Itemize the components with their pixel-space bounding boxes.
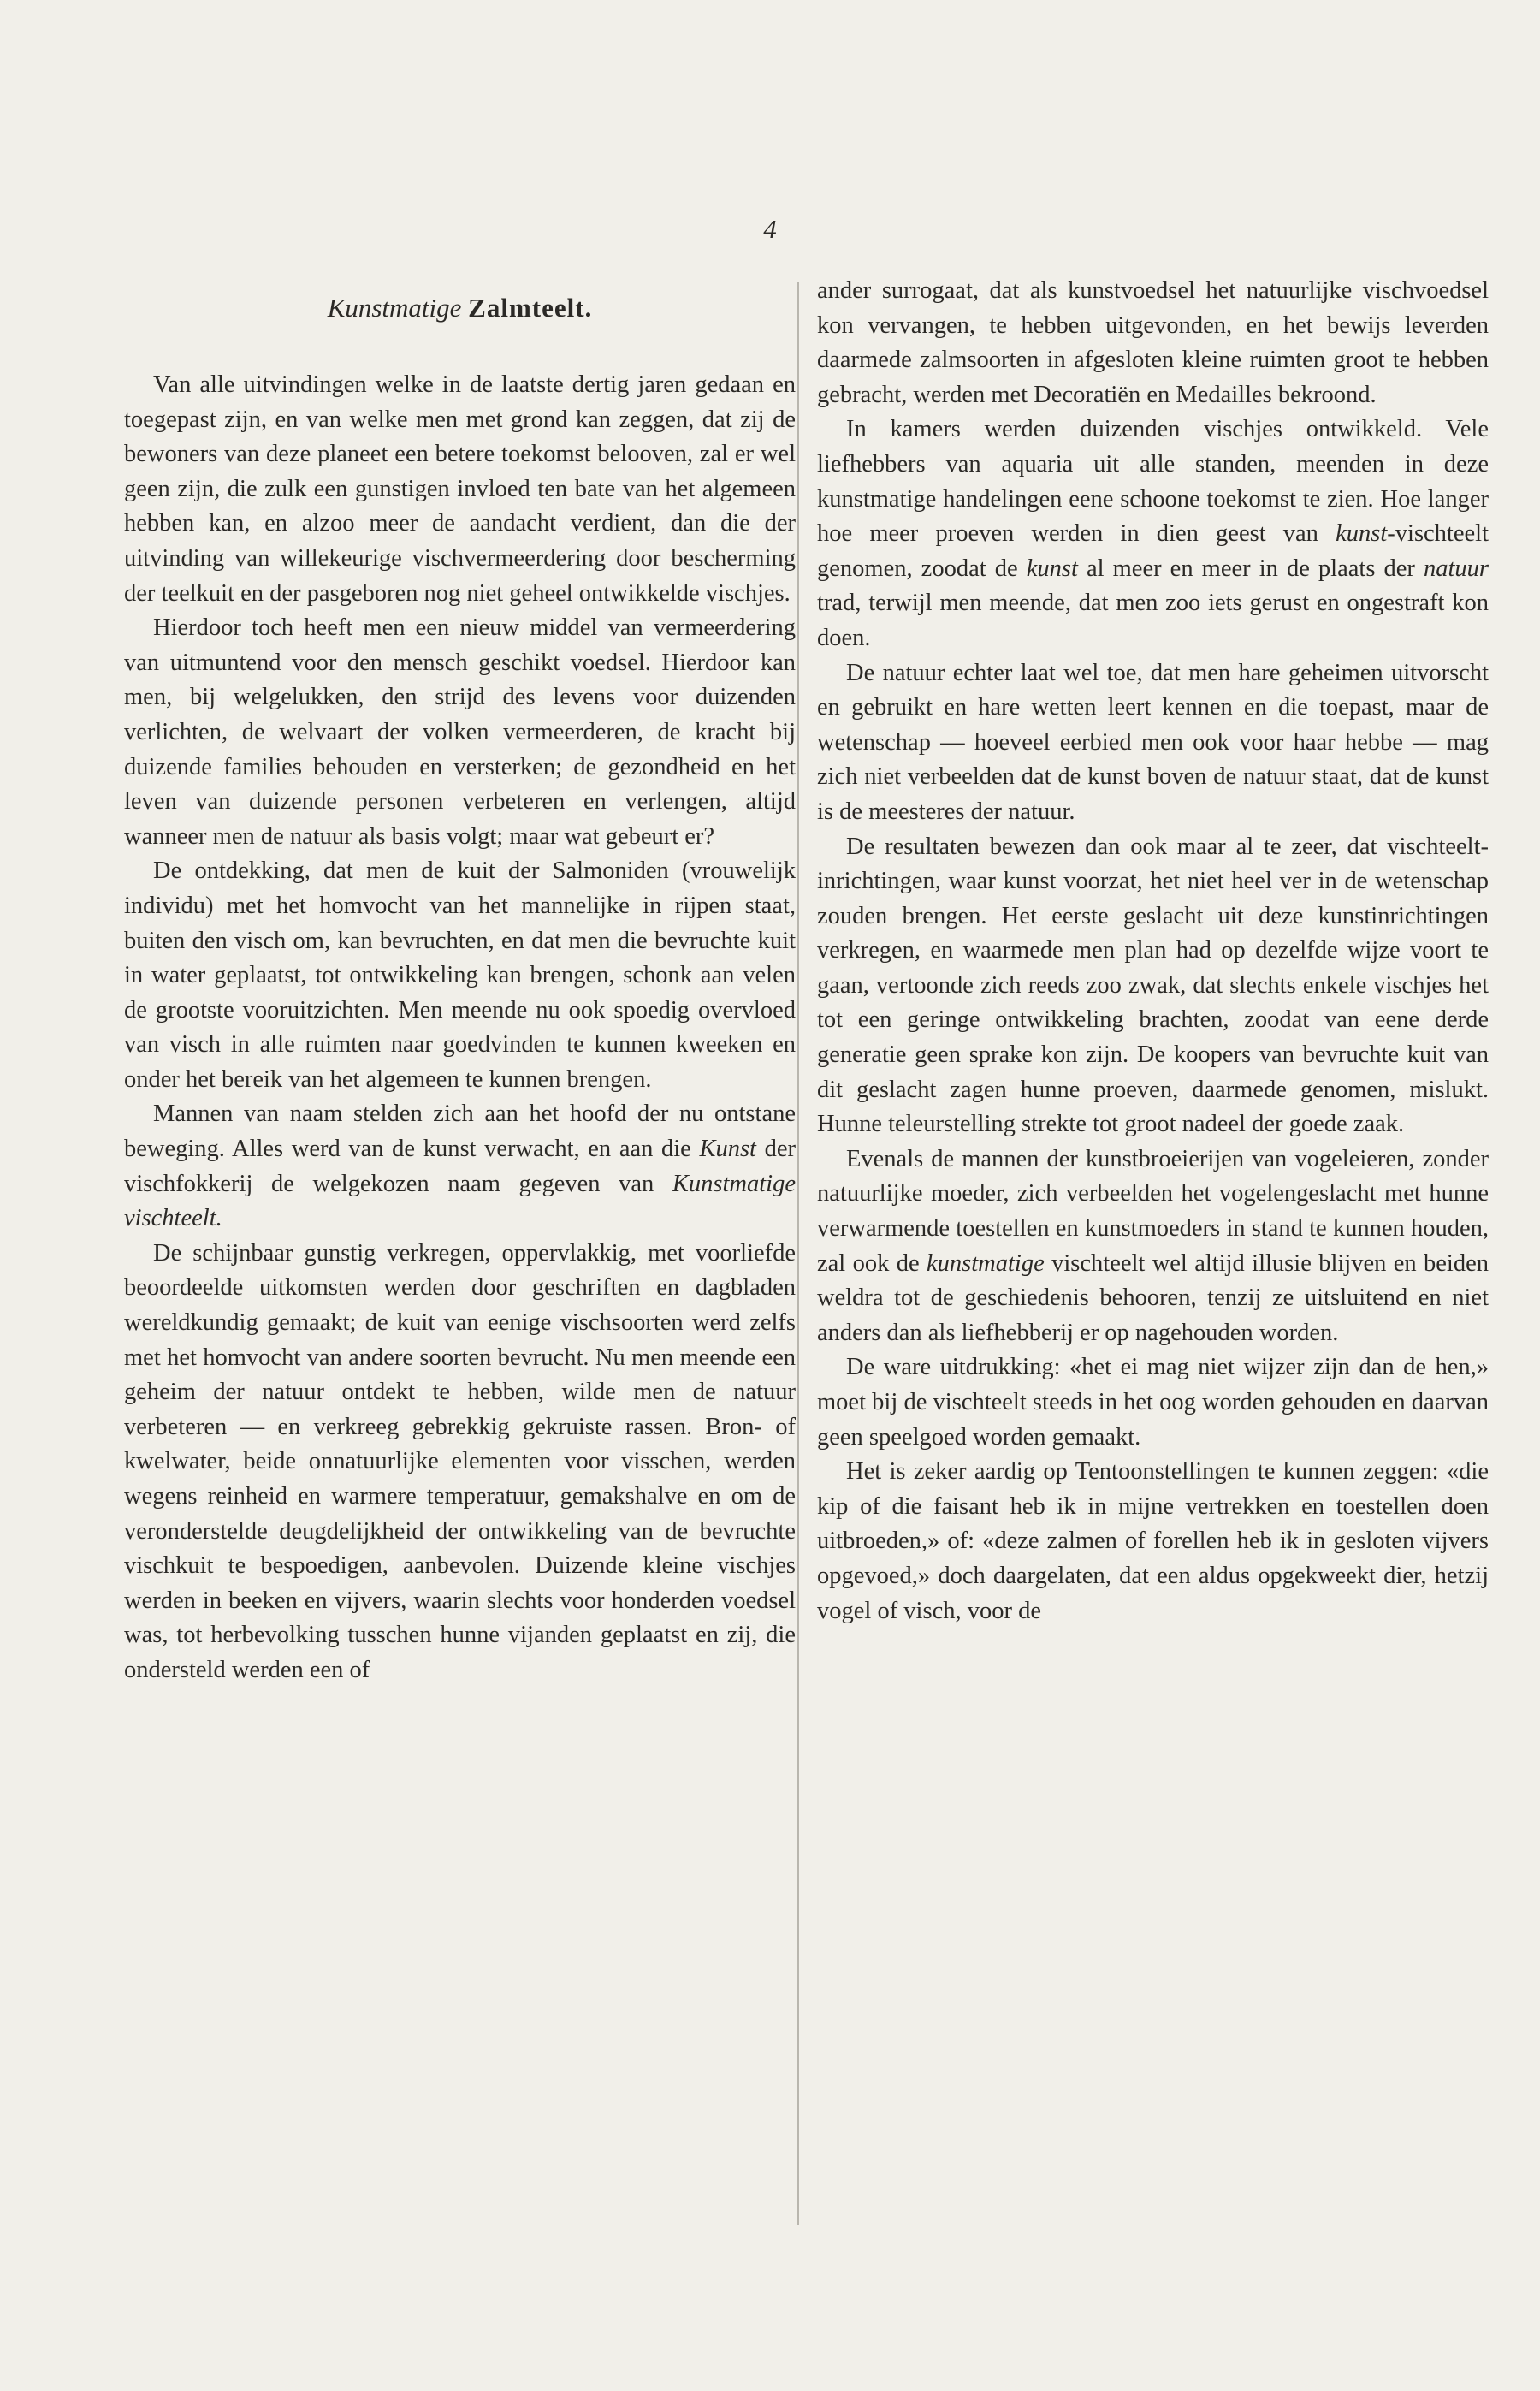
paragraph: De natuur echter laat wel toe, dat men hare geheimen uitvorscht en gebruikt en hare wetten leert kennen en die toepast, maar de wetenschap — hoeveel eerbied men ook voor haar hebbe — mag zich niet verbeelden dat de kunst boven de natuur staat, dat de kunst is de meesteres der natuur. (817, 659, 1489, 825)
paragraph: De schijnbaar gunstig verkregen, oppervlakkig, met voorliefde beoordeelde uitkomsten werden door geschriften en dagbladen wereldkundig gemaakt; de kuit van eenige vischsoorten werd zelfs met het homvocht van andere soorten bevrucht. Nu men meende een geheim der natuur ontdekt te hebben, wilde men de natuur verbeteren — en verkreeg gebrekkig gekruiste rassen. Bron- of kwelwater, beide onnatuurlijke elementen voor visschen, werden wegens reinheid en warmere temperatuur, gemakshalve en om de veronderstelde deugdelijkheid der ontwikkeling van de bevruchte vischkuit te bespoedigen, aanbevolen. Duizende kleine vischjes werden in beeken en vijvers, waarin slechts voor honderden voedsel was, tot herbevolking tusschen hunne vijanden geplaatst en zij, die ondersteld werden een of (124, 1239, 796, 1683)
paragraph (817, 412, 1489, 656)
left-column (124, 291, 796, 1688)
paragraph-text: al meer en meer in de plaats der (1077, 555, 1424, 582)
article-title-italic: Kunstmatige (327, 293, 462, 323)
italic-text: kunst (1336, 520, 1388, 548)
paragraph-continued: ander surrogaat, dat als kunstvoedsel het natuurlijke vischvoedsel kon vervangen, te hebben uitgevonden, en het bewijs leverden daarmede zalmsoorten in afgesloten kleine ruimten groot te hebben gebracht, werden met Decoratiën en Medailles bekroond. (817, 277, 1489, 408)
paragraph (817, 1142, 1489, 1351)
italic-text: kunstmatige (927, 1249, 1045, 1277)
column-divider (797, 282, 799, 2225)
paragraph: De ware uitdrukking: «het ei mag niet wijzer zijn dan de hen,» moet bij de vischteelt steeds in het oog worden gehouden en daarvan geen speelgoed worden gemaakt. (817, 1354, 1489, 1451)
paragraph-text: Evenals de mannen der kunstbroeierijen van vogeleieren, zonder natuurlijke moeder, zich verbeelden het vogelengeslacht met hunne verwarmende toestellen en kunstmoeders in stand te kunnen houden, zal ook de (817, 1145, 1489, 1277)
page-number: 4 (763, 214, 777, 244)
paragraph-text: Mannen van naam stelden zich aan het hoofd der nu ontstane beweging. Alles werd van de kunst verwacht, en aan die (124, 1101, 796, 1163)
article-title (124, 291, 796, 325)
paragraph-text: In kamers werden duizenden vischjes ontwikkeld. Vele liefhebbers van aquaria uit alle standen, meenden in deze kunstmatige handelingen eene schoone toekomst te zien. Hoe langer hoe meer proeven werden in dien geest van (817, 416, 1489, 548)
paragraph-text: vischteelt wel altijd illusie blijven en beiden weldra tot de geschiedenis behooren, tenzij ze uitsluitend en niet anders dan als liefhebberij er op nagehouden worden. (817, 1249, 1489, 1346)
article-title-bold: Zalmteelt. (468, 293, 593, 323)
italic-text: natuur (1423, 555, 1489, 582)
paragraph-text: trad, terwijl men meende, dat men zoo iets gerust en ongestraft kon doen. (817, 590, 1489, 651)
paragraph: De resultaten bewezen dan ook maar al te zeer, dat vischteelt-inrichtingen, waar kunst voorzat, het niet heel ver in de wetenschap zouden brengen. Het eerste geslacht uit deze kunstinrichtingen verkregen, en waarmede men plan had op dezelfde wijze voort te gaan, vertoonde zich reeds zoo zwak, dat slechts enkele vischjes het tot een geringe ontwikkeling brachten, zoodat van eene derde generatie geen sprake kon zijn. De koopers van bevruchte kuit van dit geslacht zagen hunne proeven, daarmede genomen, mislukt. Hunne teleurstelling strekte tot groot nadeel der goede zaak. (817, 833, 1489, 1138)
paragraph: Het is zeker aardig op Tentoonstellingen te kunnen zeggen: «die kip of die faisant heb ik in mijne vertrekken en toestellen doen uitbroeden,» of: «deze zalmen of forellen heb ik in gesloten vijvers opgevoed,» doch daargelaten, dat een aldus opgekweekt dier, hetzij vogel of visch, voor de (817, 1458, 1489, 1624)
paragraph: De ontdekking, dat men de kuit der Salmoniden (vrouwelijk individu) met het homvocht van het mannelijke in rijpen staat, buiten den visch om, kan bevruchten, en dat men die bevruchte kuit in water geplaatst, tot ontwikkeling kan brengen, schonk aan velen de grootste vooruitzichten. Men meende nu ook spoedig overvloed van visch in alle ruimten naar goedvinden te kunnen kweeken en onder het bereik van het algemeen te kunnen brengen. (124, 857, 796, 1093)
paragraph (124, 1097, 796, 1236)
italic-text: Kunstmatige vischteelt. (124, 1170, 796, 1232)
right-column (817, 274, 1489, 1629)
paragraph-text: -vischteelt genomen, zoodat de (817, 520, 1489, 582)
italic-text: Kunst (699, 1136, 756, 1163)
italic-text: kunst (1026, 555, 1078, 582)
paragraph: Hierdoor toch heeft men een nieuw middel van vermeerdering van uitmuntend voor den mensch geschikt voedsel. Hierdoor kan men, bij welgelukken, den strijd des levens voor duizenden verlichten, de welvaart der volken vermeerderen, de kracht bij duizende families behouden en versterken; de gezondheid en het leven van duizende personen verbeteren en verlengen, altijd wanneer men de natuur als basis volgt; maar wat gebeurt er? (124, 614, 796, 850)
paragraph: Van alle uitvindingen welke in de laatste dertig jaren gedaan en toegepast zijn, en van welke men met grond kan zeggen, dat zij de bewoners van deze planeet een betere toekomst belooven, zal er wel geen zijn, die zulk een gunstigen invloed ten bate van het algemeen hebben kan, en alzoo meer de aandacht verdient, dan die der uitvinding van willekeurige vischvermeerdering door bescherming der teelkuit en der pasgeboren nog niet geheel ontwikkelde vischjes. (124, 371, 796, 607)
paragraph-text: der vischfokkerij de welgekozen naam gegeven van (124, 1136, 797, 1197)
